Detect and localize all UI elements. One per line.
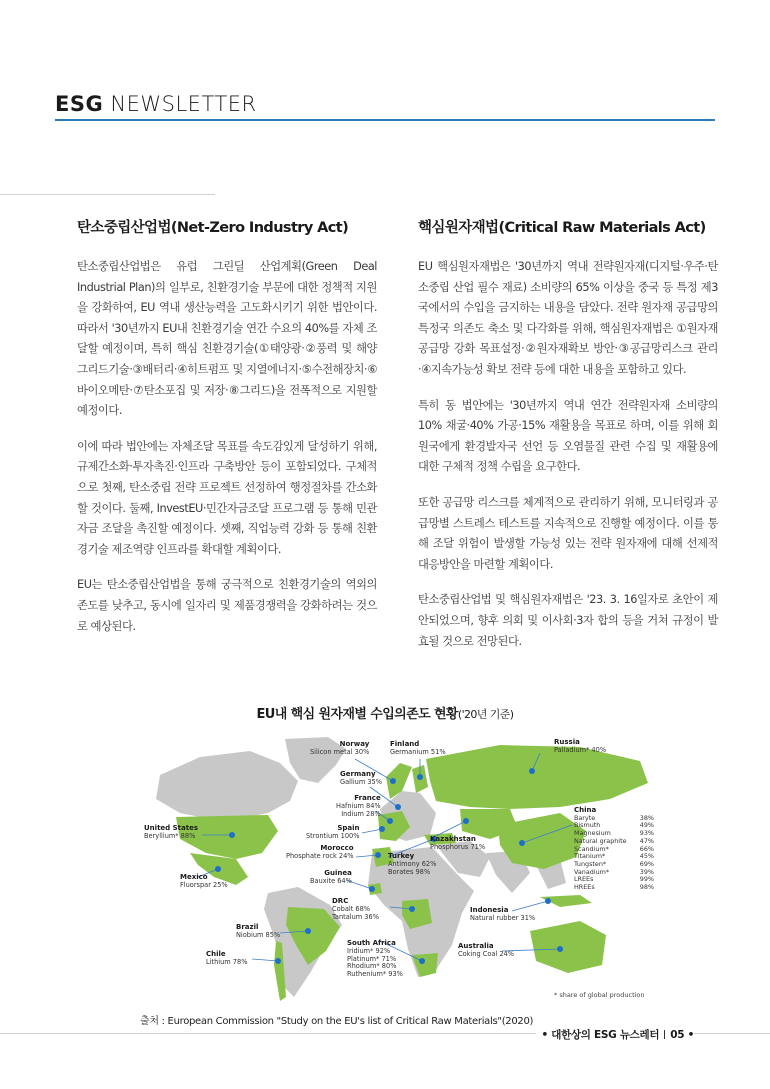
china-row [574,884,654,892]
label-detail: Strontium 100% [306,831,360,840]
dot-guinea [369,886,375,892]
dot-russia [529,768,535,774]
right-paragraph: 또한 공급망 리스크를 체계적으로 관리하기 위해, 모니터링과 공급망별 스트레스 테스트를 지속적으로 진행할 예정이다. 이를 통해 조달 위험이 발생할 가능성 있는 전략 원자재에 대해 선제적 대응방안을 마련할 계획이다. [418,495,718,571]
material-name: Tungsten* [574,859,607,868]
label-detail: Phosphorus 71% [430,842,486,851]
material-value: 98% [639,883,654,892]
label-detail: Antimony 62% [388,859,437,868]
left-paragraph: 탄소중립산업법은 유럽 그린딜 산업계획(Green Deal Industrial Plan)의 일부로, 친환경기술 부문에 대한 정책적 지원을 강화하여, EU 역내 생산능력을 고도화시키기 위한 법안이다. 따라서 '30년까지 EU내 친환경기술 연간 수요의 40%를 자체 조달할 예정이며, 특히 핵심 친환경기술(①태양광·②풍력 및 해양 그리드기술·③배터리·④히트펌프 및 지열에너지·⑤수전해장치·⑥바이오메탄·⑦탄소포집 및 저장·⑧그리드)을 전폭적으로 지원할 예정이다. [77,260,377,418]
label-detail: Cobalt 68% [332,904,371,913]
label-detail: Borates 98% [388,867,431,876]
label-france [336,795,381,818]
label-detail: Ruthenium* 93% [347,970,403,979]
leader-spain [362,829,382,833]
material-value: 93% [639,829,654,838]
dot-china [519,840,525,846]
label-detail: Germanium 51% [390,747,446,756]
label-detail: Palladium* 40% [554,745,607,754]
label-detail: Beryllium* 88% [144,831,196,840]
label-brazil [236,924,280,940]
footer-publication: 대한상의 ESG 뉴스레터 [551,1029,660,1041]
dot-france [387,818,393,824]
dot-morocco [375,852,381,858]
dot-chile [275,958,281,964]
label-germany [340,771,382,787]
leader-chile [252,959,278,961]
label-australia [458,943,514,959]
dot-australia [557,946,563,952]
label-country: Germany [340,770,376,778]
label-detail: Tantalum 36% [332,912,379,921]
dot-south-africa [419,958,425,964]
material-name: Scandium* [574,844,609,853]
label-chile [206,951,247,967]
label-guinea [310,870,352,886]
material-name: Vanadium* [574,867,610,876]
left-column [77,216,377,652]
russia-shape [426,745,648,809]
material-value: 49% [639,821,654,830]
label-country: United States [144,824,198,832]
map-footnote: * share of global production [554,991,645,999]
source-citation: 출처 : European Commission "Study on the EU's list of Critical Raw Materials"(2020) [140,1016,534,1027]
label-country: Finland [390,740,420,748]
dot-germany [395,804,401,810]
material-name: Baryte [574,813,596,822]
material-value: 66% [639,844,654,853]
label-detail: Natural rubber 31% [470,913,536,922]
dot-finland [417,774,423,780]
dot-norway [390,778,396,784]
brand-rest: NEWSLETTER [110,92,257,116]
material-name: LREEs [574,875,594,884]
page-number: 05 [670,1029,685,1041]
label-kazakhstan [430,836,485,852]
label-country: Spain [337,824,360,832]
label-indonesia [470,907,535,923]
label-detail: Coking Coal 24% [458,949,515,958]
label-detail: Bauxite 64% [310,876,352,885]
material-value: 69% [639,859,654,868]
label-finland [390,741,446,757]
material-value: 45% [639,852,654,861]
label-drc [332,898,379,921]
page-footer: • 대한상의 ESG 뉴스레터 05 • [536,1027,695,1042]
label-country: Turkey [388,852,415,860]
map-title-note: ('20년 기준) [457,708,514,721]
right-paragraph: 탄소중립산업법 및 핵심원자재법은 '23. 3. 16일자로 초안이 제안되었으며, 향후 의회 및 이사회·3자 합의 등을 거쳐 규정이 발효될 것으로 전망된다. [418,593,718,648]
material-value: 39% [639,867,654,876]
label-detail: Indium 28% [341,809,381,818]
label-detail: Phosphate rock 24% [286,851,354,860]
map-title [0,703,770,722]
label-norway [310,741,369,757]
dot-spain [379,826,385,832]
right-column [418,216,718,667]
label-detail: Niobium 85% [236,930,281,939]
label-detail: Iridium* 92% [347,946,391,955]
label-spain [306,825,360,841]
dot-kazakhstan [463,818,469,824]
material-name: Natural graphite [574,836,627,845]
label-south-africa [347,940,403,979]
left-column-title: 탄소중립산업법(Net-Zero Industry Act) [77,220,349,236]
section-divider [0,194,215,195]
label-country: France [354,794,381,802]
label-detail: Gallium 35% [340,777,382,786]
canada-shape [156,751,298,819]
material-name: Bismuth [574,821,601,830]
newsletter-brand [55,92,257,116]
label-country: Indonesia [470,906,509,914]
brand-bold: ESG [55,92,104,116]
material-name: Magnesium [574,829,611,838]
right-paragraph: EU 핵심원자재법은 '30년까지 역내 전략원자재(디지털·우주·탄소중립 산업 필수 재료) 소비량의 65% 이상을 중국 등 특정 제3국에서의 수입을 금지하는 내용을 담았다. 전략 원자재 공급망의 특정국 의존도 축소 및 다각화를 위해, 핵심원자재법은 ①원자재공급망 강화 목표설정·②원자재확보 방안·③공급망리스크 관리·④지속가능성 확보 전략 등에 대한 내용을 포함하고 있다. [418,260,718,376]
label-detail: Rhodium* 80% [347,962,397,971]
material-name: HREEs [574,883,595,892]
australia-shape [530,921,606,973]
right-column-title: 핵심원자재법(Critical Raw Materials Act) [418,220,706,236]
footer-separator [664,1030,665,1039]
south-africa-shape [412,953,438,977]
label-country: Chile [206,950,226,958]
china-materials-list [574,807,654,892]
dependency-map [140,735,660,1010]
dot-usa [229,832,235,838]
right-paragraph: 특히 동 법안에는 '30년까지 역내 연간 전략원자재 소비량의 10% 채굴·40% 가공·15% 재활용을 목표로 하며, 이를 위해 회원국에게 환경발자국 선언 등 오염물질 관련 수집 및 재활용에 대한 구체적 정책 수립을 요구한다. [418,398,718,474]
label-country: South Africa [347,939,396,947]
label-usa [144,825,198,841]
label-detail: Platinum* 71% [347,954,397,963]
header-divider [55,119,715,121]
material-value: 47% [639,836,654,845]
label-country: Russia [554,738,580,746]
material-value: 38% [639,813,654,822]
label-country: Kazakhstan [430,835,476,843]
dot-brazil [305,928,311,934]
label-detail: Lithium 78% [206,957,248,966]
label-mexico [180,874,228,890]
map-title-text: EU내 핵심 원자재별 수입의존도 현황 [256,707,458,722]
left-paragraph: EU는 탄소중립산업법을 통해 궁극적으로 친환경기술의 역외의존도를 낮추고, 동시에 일자리 및 제품경쟁력을 강화하려는 것으로 예상된다. [77,578,377,633]
material-value: 99% [639,875,654,884]
label-country: DRC [332,897,349,905]
dot-drc [409,906,415,912]
label-country: Brazil [236,923,259,931]
label-detail: Fluorspar 25% [180,880,228,889]
china-label: China [574,806,597,814]
label-country: Guinea [324,869,352,877]
left-paragraph: 이에 따라 법안에는 자체조달 목표를 속도감있게 달성하기 위해, 규제간소화·투자촉진·인프라 구축방안 등이 포함되었다. 구체적으로 첫째, 탄소중립 전략 프로젝트 선정하여 행정절차를 간소화할 것이다. 둘째, InvestEU·민간자금조달 프로그램 등 통해 민관 자금 조달을 촉진할 예정이다. 셋째, 직업능력 강화 등 통해 친환경기술 제조역량 인프라를 확대할 계획이다. [77,439,377,556]
label-morocco [286,845,354,861]
label-country: Australia [458,942,494,950]
dot-mexico [215,866,221,872]
label-country: Morocco [320,844,354,852]
material-name: Titanium* [574,852,606,861]
label-detail: Silicon metal 30% [310,747,370,756]
label-russia [554,739,606,755]
label-detail: Hafnium 84% [336,801,381,810]
label-country: Norway [339,740,370,748]
label-country: Mexico [180,873,208,881]
label-turkey [388,853,436,876]
dot-indonesia [545,898,551,904]
